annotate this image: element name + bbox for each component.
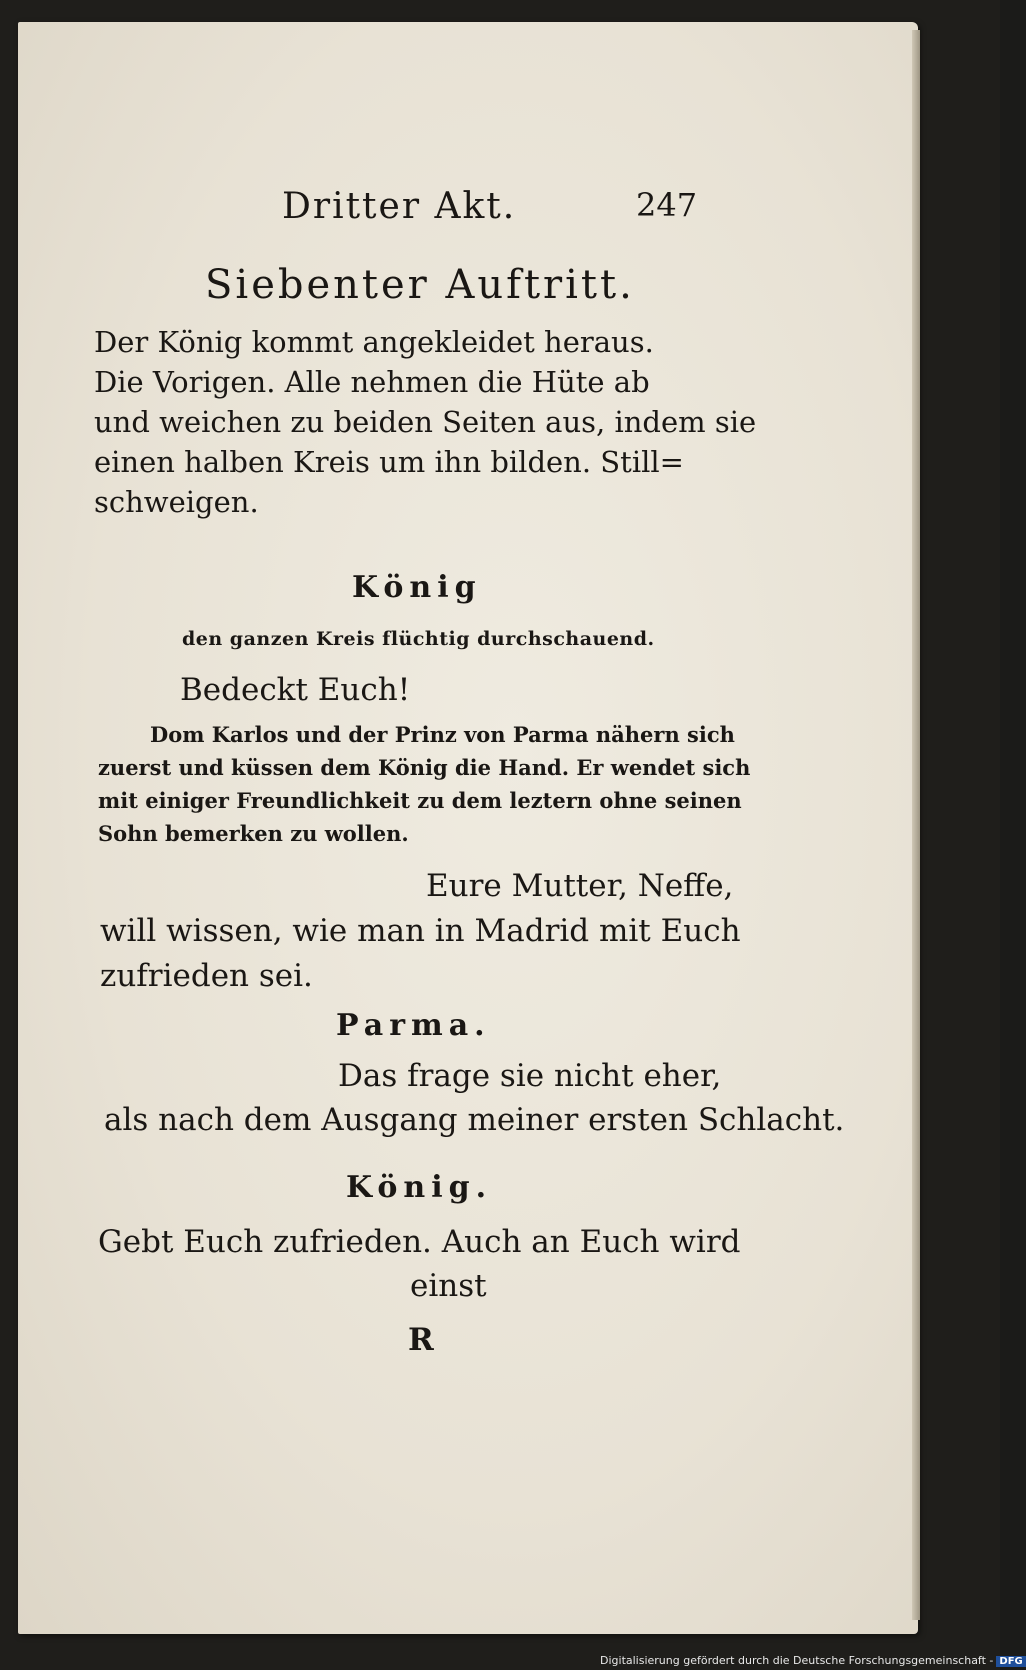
scene-title: Siebenter Auftritt. xyxy=(205,262,635,308)
speaker-name: König xyxy=(352,570,482,605)
speech-line: Gebt Euch zufrieden. Auch an Euch wird xyxy=(98,1224,741,1260)
speech-line: Bedeckt Euch! xyxy=(180,672,411,708)
speech-line: Eure Mutter, Neffe, xyxy=(426,868,734,904)
stage-direction-line: Sohn bemerken zu wollen. xyxy=(98,821,409,846)
page-number: 247 xyxy=(636,186,698,224)
credit-text: Digitalisierung gefördert durch die Deutsche Forschungsgemeinschaft - xyxy=(600,1654,994,1667)
dfg-logo: DFG xyxy=(996,1656,1025,1667)
speaker-name: König. xyxy=(346,1170,493,1205)
speech-line: zufrieden sei. xyxy=(100,958,313,994)
speech-line: einst xyxy=(410,1268,487,1304)
speech-line: als nach dem Ausgang meiner ersten Schlacht. xyxy=(104,1102,845,1138)
page-edge xyxy=(912,30,920,1620)
stage-direction-line: einen halben Kreis um ihn bilden. Still= xyxy=(94,445,684,479)
speech-line: will wissen, wie man in Madrid mit Euch xyxy=(100,913,741,949)
speech-line: Das frage sie nicht eher, xyxy=(338,1058,722,1094)
stage-direction-line: Die Vorigen. Alle nehmen die Hüte ab xyxy=(94,365,650,399)
stage-direction-line: zuerst und küssen dem König die Hand. Er wendet sich xyxy=(98,755,751,780)
stage-direction-line: schweigen. xyxy=(94,485,259,519)
speaker-name: Parma. xyxy=(336,1008,491,1043)
stage-direction-line: Dom Karlos und der Prinz von Parma nähern sich xyxy=(150,722,735,747)
speaker-direction: den ganzen Kreis flüchtig durchschauend. xyxy=(182,628,655,650)
digitization-credit xyxy=(600,1654,1023,1670)
running-title: Dritter Akt. xyxy=(282,186,517,227)
catchword: R xyxy=(408,1322,434,1358)
stage-direction-line: mit einiger Freundlichkeit zu dem leztern ohne seinen xyxy=(98,788,742,813)
stage-direction-line: und weichen zu beiden Seiten aus, indem sie xyxy=(94,405,757,439)
stage-direction-line: Der König kommt angekleidet heraus. xyxy=(94,325,654,359)
